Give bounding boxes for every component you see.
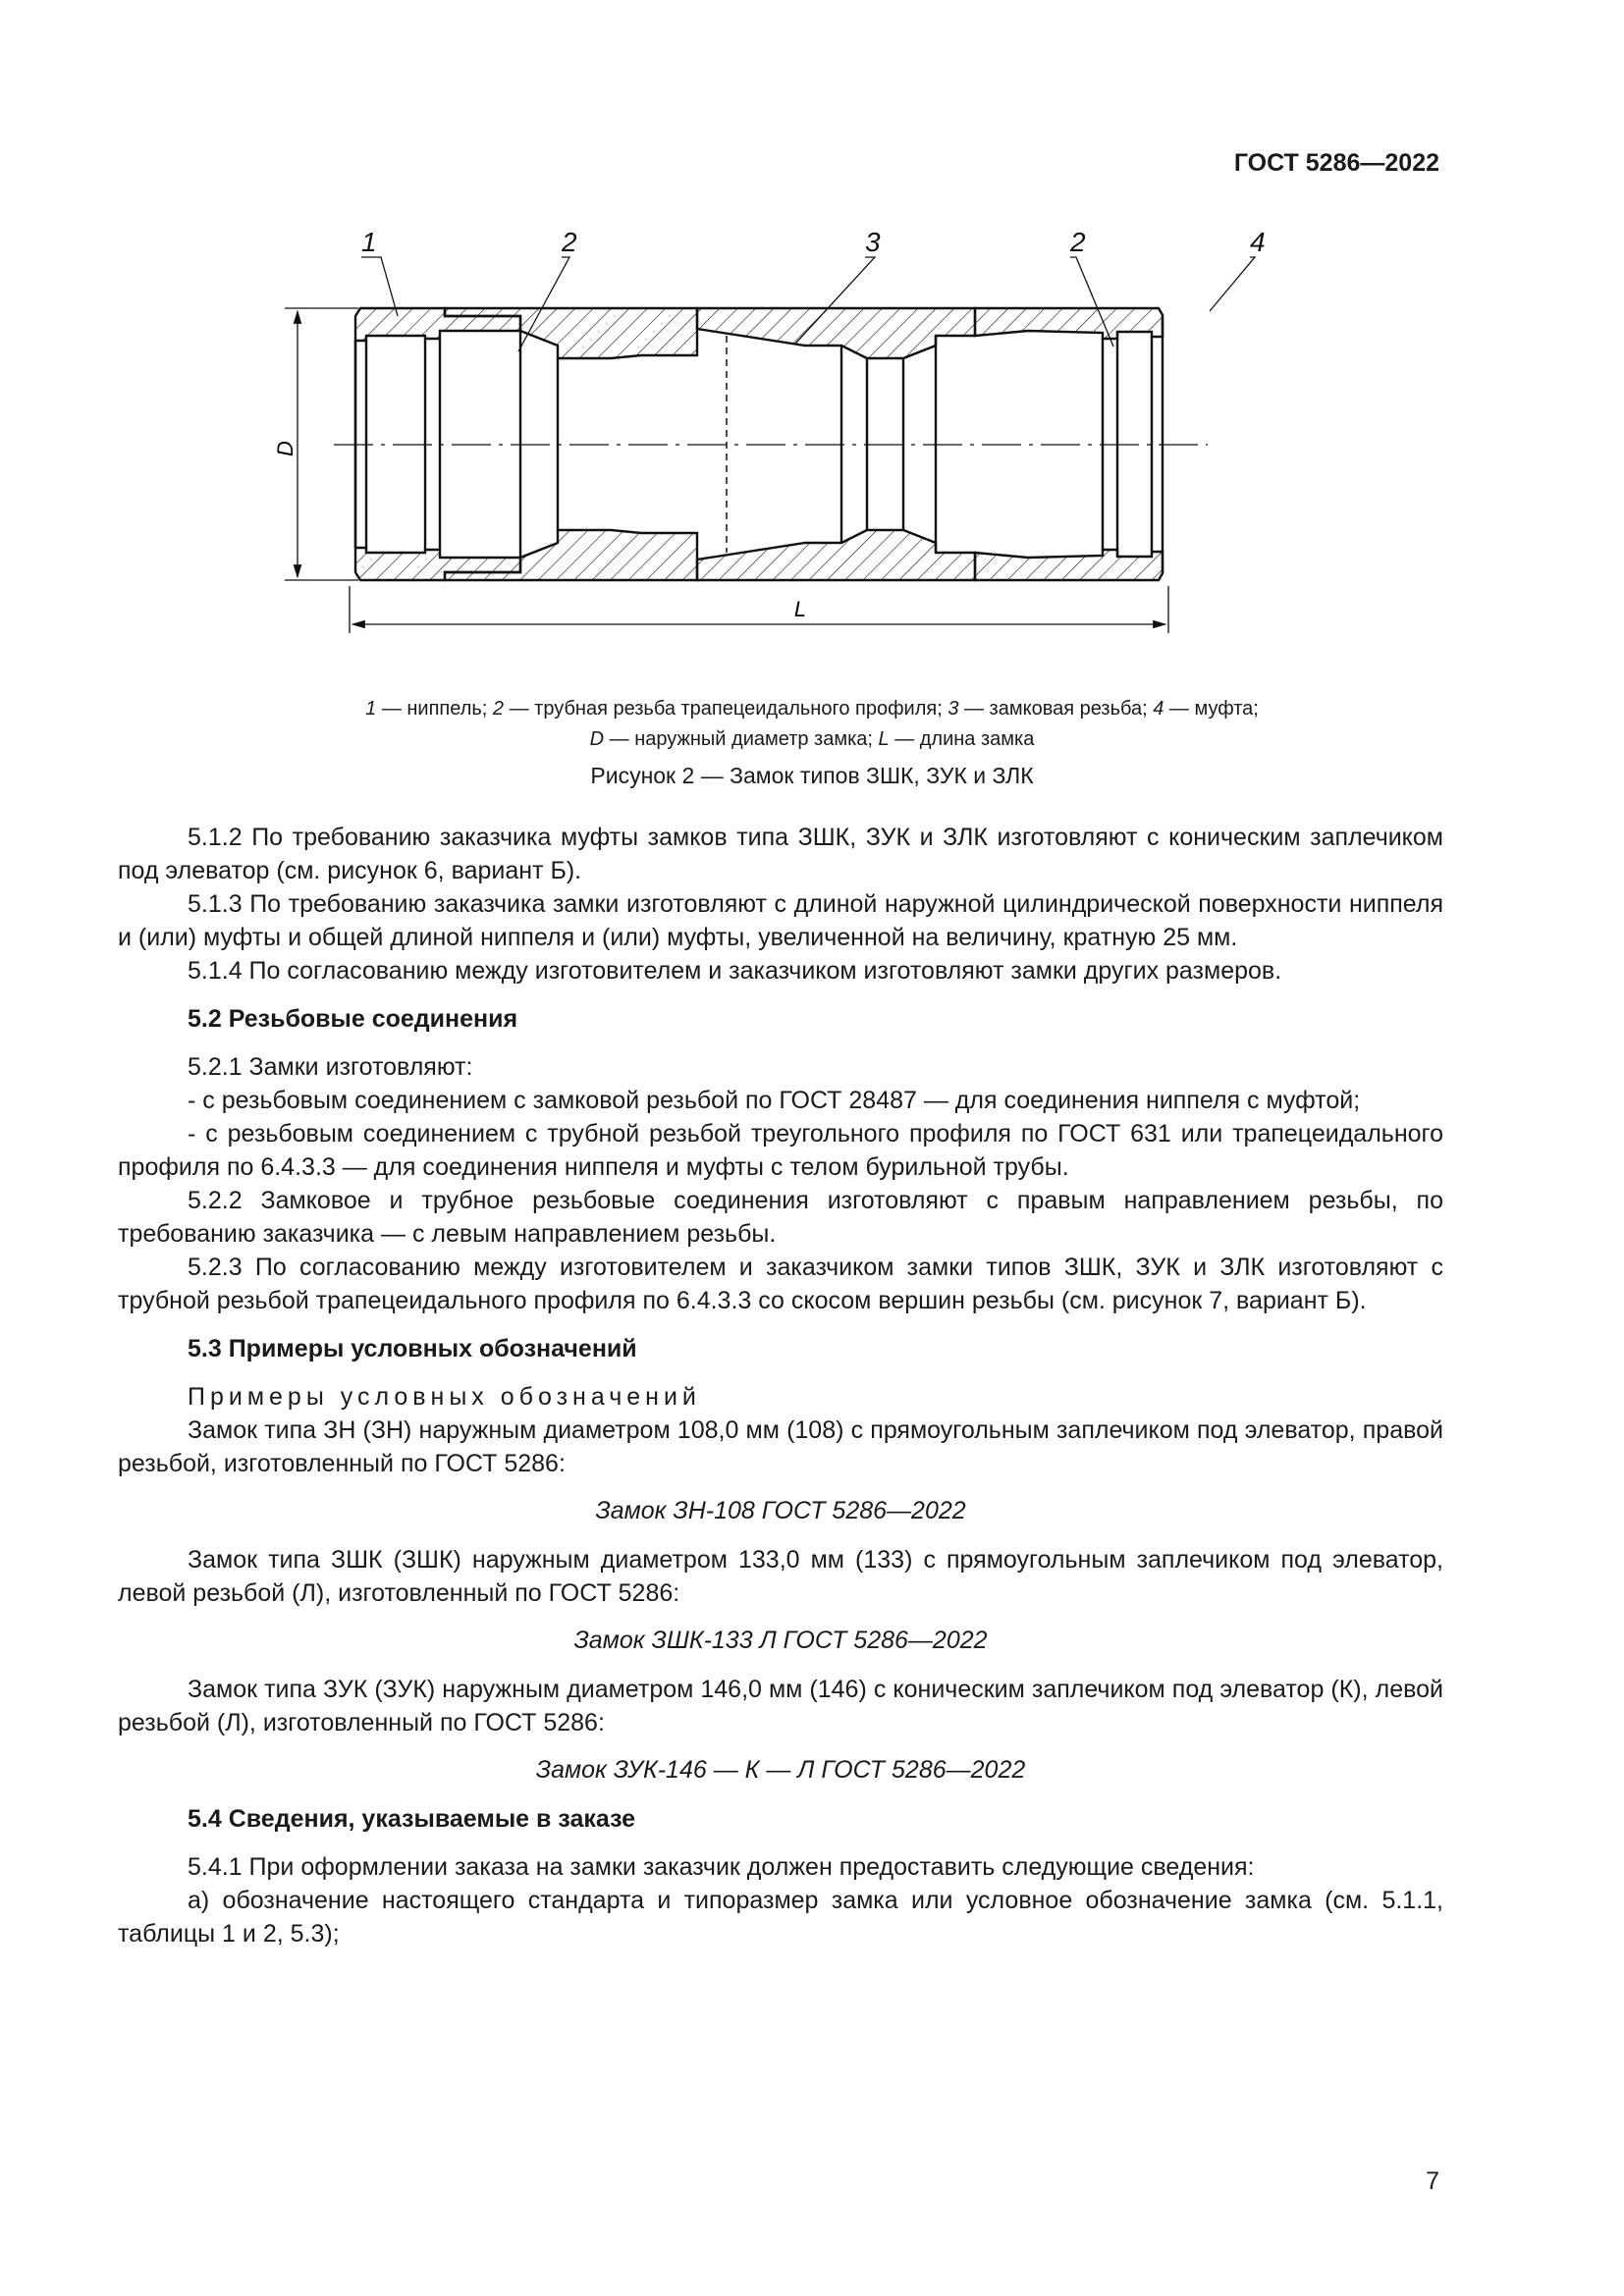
callout-2-right: 2 xyxy=(1070,227,1086,257)
nipple-lower-body xyxy=(445,530,697,580)
box-lower-end xyxy=(975,550,1163,580)
para-5-1-3: 5.1.3 По требованию заказчика замки изготовляют с длиной наружной цилиндрической поверхности ниппеля и (или) муфты и общей длиной ниппеля и (или) муфты, увеличенной на величину, кратную 25 мм. xyxy=(118,890,1443,951)
examples-title: Примеры условных обозначений xyxy=(188,1383,701,1411)
para-5-2-3: 5.2.3 По согласованию между изготовителем и заказчиком замки типов ЗШК, ЗУК и ЗЛК изготовляют с трубной резьбой трапецеидального профиля по 6.4.3.3 со скосом вершин резьбы (см. рисунок 7, вариант Б). xyxy=(118,1254,1443,1314)
callout-4: 4 xyxy=(1250,227,1266,257)
heading-5-2: 5.2 Резьбовые соединения xyxy=(188,1005,518,1033)
box-upper-body xyxy=(697,308,975,358)
length-dimension xyxy=(350,586,1168,633)
para-5-4-1: 5.4.1 При оформлении заказа на замки заказчик должен предоставить следующие сведения: xyxy=(188,1853,1255,1881)
para-5-1-2: 5.1.2 По требованию заказчика муфты замков типа ЗШК, ЗУК и ЗЛК изготовляют с коническим заплечиком под элеватор (см. рисунок 6, вариант Б). xyxy=(118,824,1443,884)
callout-1: 1 xyxy=(361,227,377,257)
diameter-label: D xyxy=(273,441,298,456)
example-2: Замок типа ЗШК (ЗШК) наружным диаметром 133,0 мм (133) с прямоугольным заплечиком под элеватор, левой резьбой (Л), изготовленный по ГОСТ 5286: xyxy=(118,1546,1443,1607)
para-5-1-4: 5.1.4 По согласованию между изготовителем и заказчиком изготовляют замки других размеров. xyxy=(188,957,1282,985)
nipple-upper-body xyxy=(445,308,697,358)
page-number: 7 xyxy=(1426,2167,1439,2195)
example-2-code: Замок ЗШК-133 Л ГОСТ 5286—2022 xyxy=(573,1627,988,1654)
figure-legend: 1 — ниппель; 2 — трубная резьба трапецеидального профиля; 3 — замковая резьба; 4 — муфта; D — наружный диаметр замка; L — длина замка xyxy=(365,698,1259,750)
example-3-code: Замок ЗУК-146 — К — Л ГОСТ 5286—2022 xyxy=(535,1756,1026,1784)
example-1: Замок типа ЗН (ЗН) наружным диаметром 108,0 мм (108) с прямоугольным заплечиком под элеватор, правой резьбой, изготовленный по ГОСТ 5286: xyxy=(118,1416,1443,1477)
tool-joint-drawing xyxy=(265,221,1286,672)
box-upper-end xyxy=(975,308,1163,339)
heading-5-3: 5.3 Примеры условных обозначений xyxy=(188,1335,637,1362)
para-5-4-1-a: а) обозначение настоящего стандарта и типоразмер замка или условное обозначение замка (см. 5.1.1, таблицы 1 и 2, 5.3); xyxy=(118,1887,1443,1948)
box-lower-body xyxy=(697,530,975,580)
para-5-2-2: 5.2.2 Замковое и трубное резьбовые соединения изготовляют с правым направлением резьбы, по требованию заказчика — с левым направлением резьбы. xyxy=(118,1187,1443,1248)
example-3: Замок типа ЗУК (ЗУК) наружным диаметром 146,0 мм (146) с коническим заплечиком под элеватор (К), левой резьбой (Л), изготовленный по ГОСТ 5286: xyxy=(118,1676,1443,1736)
para-5-2-1-a: - с резьбовым соединением с замковой резьбой по ГОСТ 28487 — для соединения ниппеля с муфтой; xyxy=(188,1087,1361,1114)
callout-3: 3 xyxy=(865,227,881,257)
para-5-2-1: 5.2.1 Замки изготовляют: xyxy=(188,1053,473,1081)
length-label: L xyxy=(793,597,807,621)
callout-2-left: 2 xyxy=(562,227,577,257)
heading-5-4: 5.4 Сведения, указываемые в заказе xyxy=(188,1805,636,1833)
figure-title: Рисунок 2 — Замок типов ЗШК, ЗУК и ЗЛК xyxy=(590,763,1034,788)
document-code: ГОСТ 5286—2022 xyxy=(1233,149,1439,177)
example-1-code: Замок ЗН-108 ГОСТ 5286—2022 xyxy=(595,1497,966,1524)
body-text xyxy=(118,821,1443,1950)
para-5-2-1-b: - с резьбовым соединением с трубной резьбой треугольного профиля по ГОСТ 631 или трапецеидального профиля по 6.4.3.3 — для соединения ниппеля и муфты с телом бурильной трубы. xyxy=(118,1120,1443,1181)
